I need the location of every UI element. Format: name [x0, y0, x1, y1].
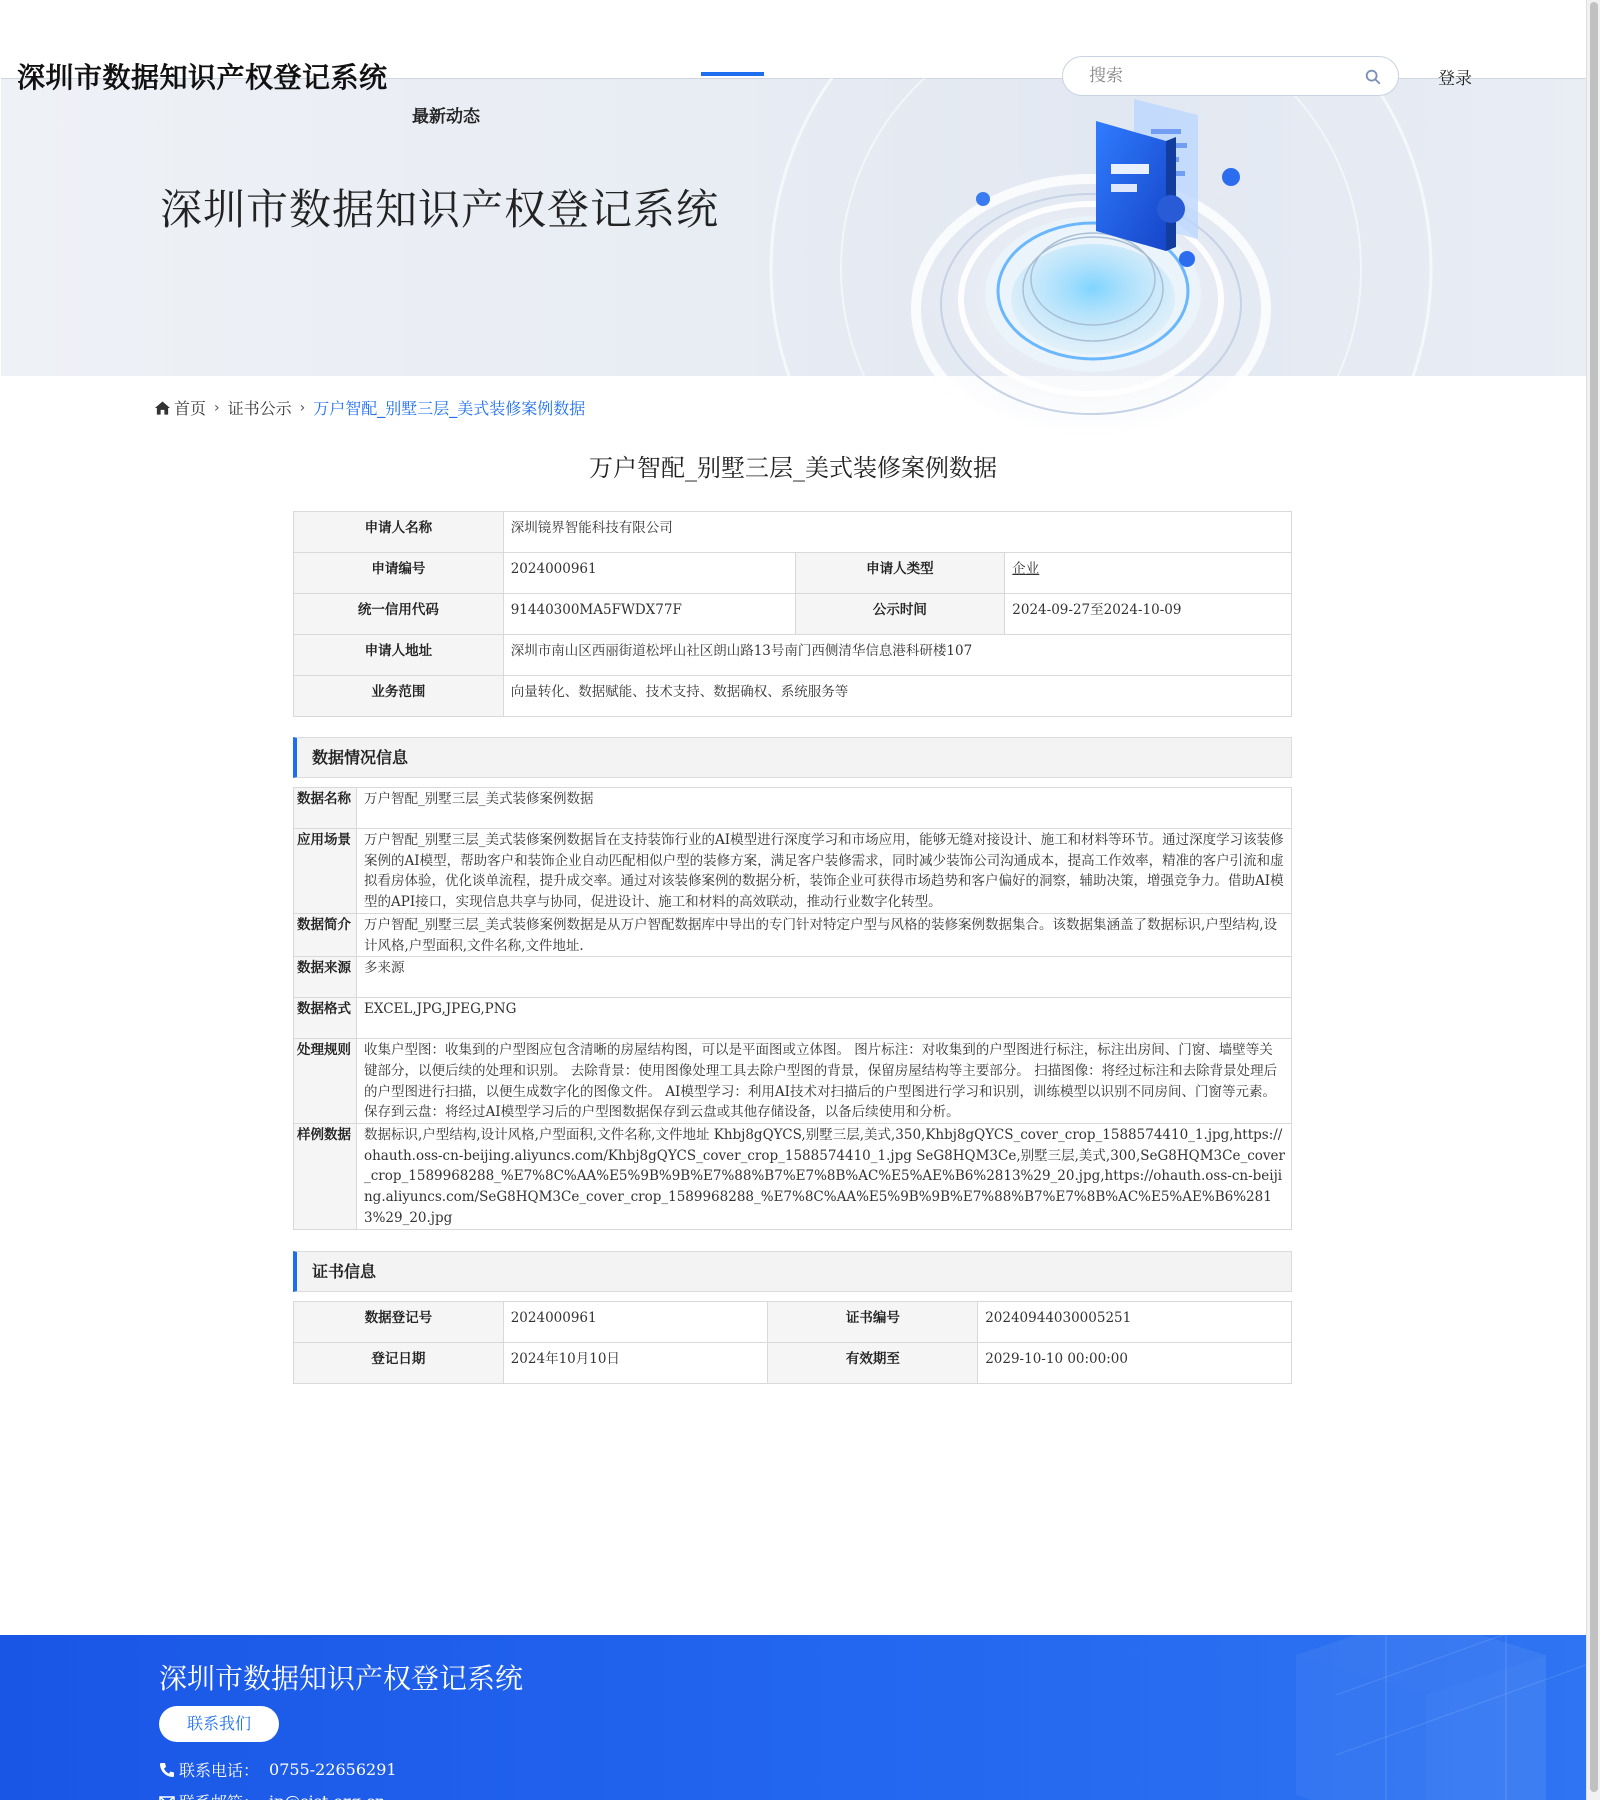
site-title: 深圳市数据知识产权登记系统 [17, 61, 388, 94]
valid-until-value: 2029-10-10 00:00:00 [978, 1343, 1292, 1384]
table-row [294, 957, 1292, 998]
footer-phone [159, 1758, 397, 1781]
footer-email [159, 1790, 385, 1813]
reg-date-label: 登记日期 [294, 1343, 504, 1384]
breadcrumb-cert-publicity[interactable]: 证书公示 [227, 399, 292, 418]
phone-value: 0755-22656291 [269, 1760, 397, 1779]
table-row [294, 553, 1292, 594]
applicant-name-label: 申请人名称 [294, 512, 504, 553]
table-row [294, 1302, 1292, 1343]
email-value[interactable]: ip@sist.org.cn [269, 1792, 386, 1811]
applicant-type-value: 企业 [1005, 553, 1292, 594]
publicity-period-label: 公示时间 [795, 594, 1005, 635]
processing-rules-value: 收集户型图：收集到的户型图应包含清晰的房屋结构图，可以是平面图或立体图。 图片标注：对收集到的户型图进行标注，标注出房间、门窗、墙壁等关键部分，以便后续的处理和识别。 去除背景：使用图像处理工具去除户型图的背景，保留房屋结构等主要部分。 扫描图像：将经过标注和去除背景处理后的户型图进行扫描，以便生成数字化的图像文件。 AI模型学习：利用AI技术对扫描后的户型图进行学习和识别，训练模型以识别不同房间、门窗等元素。 保存到云盘：将经过AI模型学习后的户型图数据保存到云盘或其他存储设备，以备后续使用和分析。 [356, 1039, 1291, 1124]
applicant-type-label: 申请人类型 [795, 553, 1005, 594]
applicant-address-value: 深圳市南山区西丽街道松坪山社区朗山路13号南门西侧清华信息港科研楼107 [503, 635, 1291, 676]
footer-decoration [1086, 1635, 1586, 1800]
business-scope-value: 向量转化、数据赋能、技术支持、数据确权、系统服务等 [503, 676, 1291, 717]
footer-title: 深圳市数据知识产权登记系统 [159, 1662, 524, 1695]
table-row [294, 829, 1292, 914]
data-reg-no-value: 2024000961 [503, 1302, 768, 1343]
cert-no-value: 20240944030005251 [978, 1302, 1292, 1343]
use-case-value: 万户智配_别墅三层_美式装修案例数据旨在支持装饰行业的AI模型进行深度学习和市场应用，能够无缝对接设计、施工和材料等环节。通过深度学习该装修案例的AI模型，帮助客户和装饰企业自动匹配相似户型的装修方案，满足客户装修需求，同时减少装饰公司沟通成本，提高工作效率，精准的客户引流和虚拟看房体验，优化谈单流程，提升成交率。通过对该装修案例的数据分析，装饰企业可获得市场趋势和客户偏好的洞察，辅助决策，增强竞争力。借助AI模型的API接口，实现信息共享与协同，促进设计、施工和材料的高效联动，推动行业数字化转型。 [356, 829, 1291, 914]
page-title: 万户智配_别墅三层_美式装修案例数据 [589, 454, 997, 482]
sample-data-value: 数据标识,户型结构,设计风格,户型面积,文件名称,文件地址 Khbj8gQYCS,别墅三层,美式,350,Khbj8gQYCS_cover_crop_1588574410_1.jpg,https://ohauth.oss-cn-beijing.aliyuncs.com/Khbj8gQYCS_cover_crop_1588574410_1.jpg SeG8HQM3Ce,别墅三层,美式,300,SeG8HQM3Ce_cover_crop_1589968288_%E7%8C%AA%E5%9B%9B%E7%88%B7%E7%8B%AC%E5%AE%B6%2813%29_20.jpg,https://ohauth.oss-cn-beijing.aliyuncs.com/SeG8HQM3Ce_cover_crop_1589968288_%E7%8C%AA%E5%9B%9B%E7%88%B7%E7%8B%AC%E5%AE%B6%2813%29_20.jpg [356, 1124, 1291, 1230]
search-input[interactable] [1063, 66, 1343, 86]
breadcrumb-home[interactable]: 首页 [174, 399, 207, 418]
publicity-period-value: 2024-09-27至2024-10-09 [1005, 594, 1292, 635]
data-format-value: EXCEL,JPG,JPEG,PNG [356, 998, 1291, 1039]
search-icon[interactable] [1364, 68, 1382, 86]
data-format-label: 数据格式 [294, 998, 357, 1039]
banner-illustration [701, 59, 1461, 399]
email-icon [159, 1794, 175, 1810]
email-label: 联系邮箱： [179, 1793, 260, 1812]
table-row [294, 913, 1292, 956]
table-row [294, 1039, 1292, 1124]
use-case-label: 应用场景 [294, 829, 357, 914]
cert-info-table [293, 1301, 1292, 1384]
chevron-right-icon: › [299, 399, 306, 416]
login-link[interactable]: 登录 [1438, 69, 1472, 89]
data-info-section-title: 数据情况信息 [293, 737, 1292, 778]
table-row [294, 1343, 1292, 1384]
reg-date-value: 2024年10月10日 [503, 1343, 768, 1384]
credit-code-label: 统一信用代码 [294, 594, 504, 635]
table-row [294, 676, 1292, 717]
application-no-value: 2024000961 [503, 553, 795, 594]
sample-data-label: 样例数据 [294, 1124, 357, 1230]
home-icon [155, 401, 170, 415]
search-box [1062, 56, 1399, 96]
cert-info-section-title: 证书信息 [293, 1251, 1292, 1292]
credit-code-value: 91440300MA5FWDX77F [503, 594, 795, 635]
breadcrumb [155, 396, 585, 419]
data-name-label: 数据名称 [294, 788, 357, 829]
application-no-label: 申请编号 [294, 553, 504, 594]
table-row [294, 788, 1292, 829]
processing-rules-label: 处理规则 [294, 1039, 357, 1124]
hero-banner [1, 78, 1586, 376]
data-info-table [293, 787, 1292, 1230]
breadcrumb-current[interactable]: 万户智配_别墅三层_美式装修案例数据 [313, 399, 586, 418]
banner-title: 深圳市数据知识产权登记系统 [160, 185, 720, 234]
data-summary-value: 万户智配_别墅三层_美式装修案例数据是从万户智配数据库中导出的专门针对特定户型与风格的装修案例数据集合。该数据集涵盖了数据标识,户型结构,设计风格,户型面积,文件名称,文件地址. [356, 913, 1291, 956]
contact-us-button[interactable]: 联系我们 [159, 1706, 279, 1742]
applicant-info-table [293, 511, 1292, 717]
table-row [294, 512, 1292, 553]
vertical-scrollbar[interactable] [1586, 0, 1600, 1800]
business-scope-label: 业务范围 [294, 676, 504, 717]
data-summary-label: 数据简介 [294, 913, 357, 956]
cert-no-label: 证书编号 [768, 1302, 978, 1343]
data-source-value: 多来源 [356, 957, 1291, 998]
phone-icon [159, 1762, 175, 1778]
valid-until-label: 有效期至 [768, 1343, 978, 1384]
applicant-name-value: 深圳镜界智能科技有限公司 [503, 512, 1291, 553]
table-row [294, 1124, 1292, 1230]
data-name-value: 万户智配_别墅三层_美式装修案例数据 [356, 788, 1291, 829]
table-row [294, 635, 1292, 676]
table-row [294, 594, 1292, 635]
table-row [294, 998, 1292, 1039]
phone-label: 联系电话： [179, 1761, 260, 1780]
scrollbar-thumb[interactable] [1590, 2, 1598, 1792]
applicant-address-label: 申请人地址 [294, 635, 504, 676]
footer [0, 1635, 1586, 1812]
nav-news[interactable]: 最新动态 [412, 107, 480, 127]
data-source-label: 数据来源 [294, 957, 357, 998]
chevron-right-icon: › [214, 399, 220, 416]
data-reg-no-label: 数据登记号 [294, 1302, 504, 1343]
active-nav-indicator [701, 72, 764, 76]
